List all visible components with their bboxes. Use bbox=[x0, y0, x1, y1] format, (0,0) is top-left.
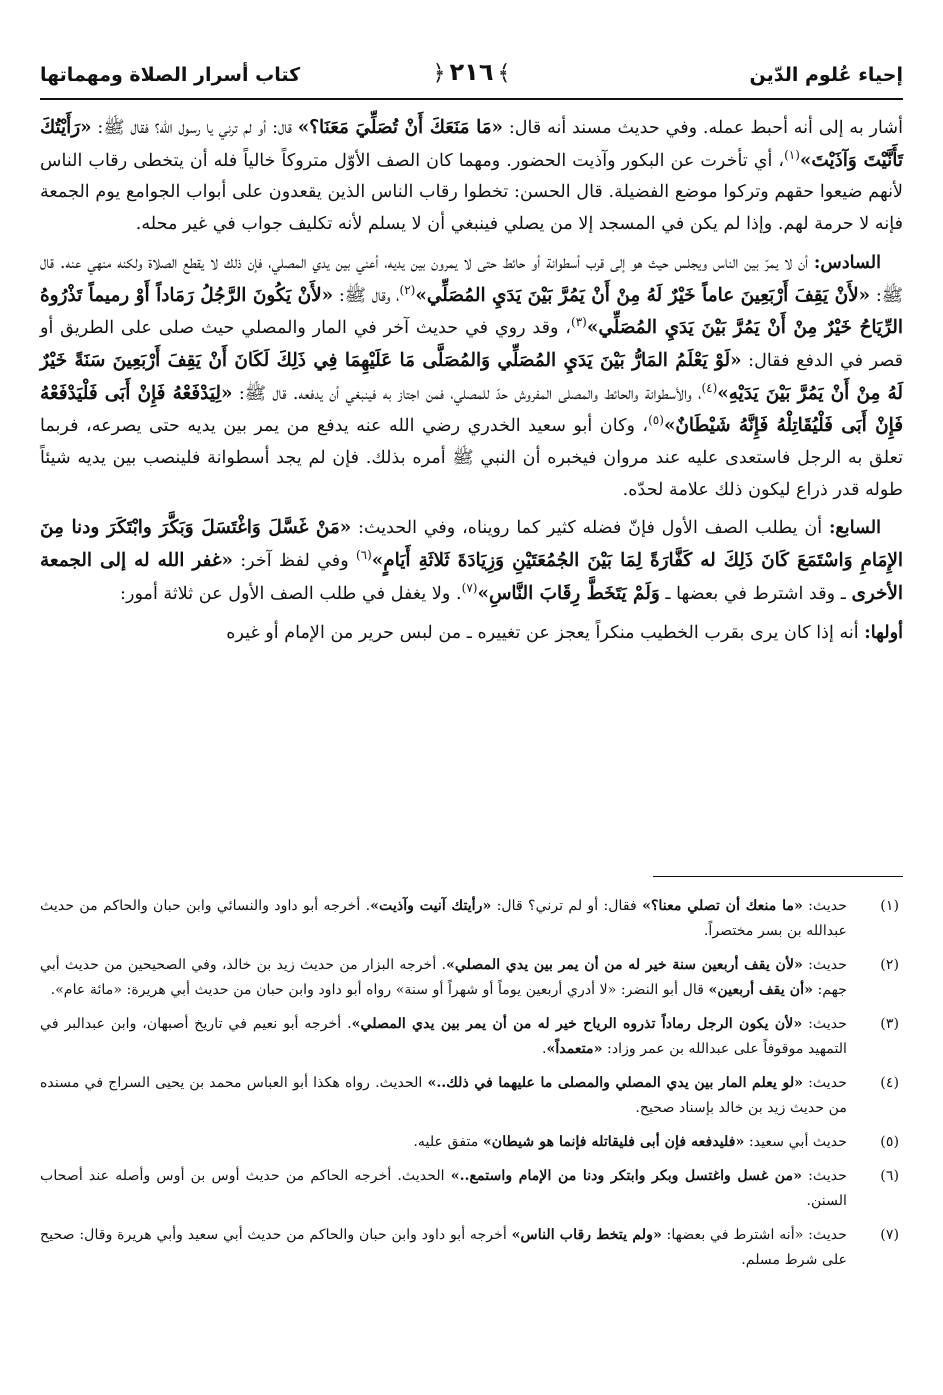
footnote-marker: (٥) bbox=[648, 413, 664, 428]
hadith-quote: «لأن يكون الرجل رماداً تذروه الرياح خير له من أن يمر بين يدي المصلي» bbox=[351, 1016, 803, 1032]
footnote-1 bbox=[40, 894, 903, 944]
text-run: حديث: bbox=[802, 957, 847, 973]
hadith-quote: «ما منعك أن تصلي معنا؟» bbox=[642, 898, 803, 914]
footnote-3 bbox=[40, 1012, 903, 1062]
hadith-quote: «لأَنْ يَكُونَ الرَّجُلُ رَمَاداً أَوْ رميماً تَذْرُوهُ الرِّيَاحُ خَيْرٌ مِنْ أَنْ يَمُرَّ بَيْنَ يَدَيِ المُصَلِّي» bbox=[40, 284, 903, 339]
text-run: متفق عليه. bbox=[413, 1134, 483, 1150]
text-run: ، وقال ﷺ: bbox=[333, 285, 400, 306]
text-run: الحديث. رواه هكذا أبو العباس محمد بن يحيى السراج في مسنده من حديث زيد بن خالد بإسناد صحيح. bbox=[40, 1075, 847, 1116]
paragraph-seventh bbox=[40, 512, 903, 610]
text-run: قال أبو النضر: «لا أدري أربعين يوماً أو شهراً أو سنة» رواه أبو داود وابن حبان من حديث أبي هريرة: «مائة عام». bbox=[50, 982, 709, 998]
text-run: أشار به إلى أنه أحبط عمله. وفي حديث مسند أنه قال: bbox=[503, 118, 903, 138]
text-run: حديث: bbox=[802, 1016, 847, 1032]
right-bracket-ornament-icon: ﴿ bbox=[432, 61, 446, 86]
text-run: أنه إذا كان يرى بقرب الخطيب منكراً يعجز عن تغييره ـ من لبس حرير من الإمام أو غيره bbox=[226, 622, 865, 643]
footnote-marker: (٧) bbox=[461, 580, 478, 595]
footnote-number: (٣) bbox=[880, 1016, 899, 1032]
footnote-5 bbox=[40, 1130, 903, 1155]
text-run: ، وكان أبو سعيد الخدري رضي الله عنه يدفع من يمر بين يديه حتى يصرعه، فربما تعلق به الرجل فاستعدى عليه عند مروان فيخبره أن النبي ﷺ أمره بذلك. فإن لم يجد أسطوانة فلينصب بين يديه شيئاً طوله قدر ذراع ليكون ذلك علامة لحدّه. bbox=[40, 416, 903, 500]
hadith-quote: «من غسل واغتسل وبكر وابتكر ودنا من الإمام واستمع..» bbox=[450, 1168, 803, 1184]
text-run: ـ وقد اشترط في بعضها ـ bbox=[659, 583, 852, 604]
text-run: حديث: bbox=[802, 898, 848, 914]
text-run: ، أي تأخرت عن البكور وآذيت الحضور. ومهما كان الصف الأوّل متروكاً خالياً فله أن يتخطى رقاب الناس لأنهم ضيعوا حقهم وتركوا موضع الفضيلة. قال الحسن: تخطوا رقاب الناس الذين يقعدون على أبواب الجوامع يوم الجمعة فإنه لا حرمة لهم. وإذا لم يكن في المسجد إلا من يصلي فينبغي أن لا يسلم لأنه تكليف جواب في غير محله. bbox=[40, 150, 903, 235]
text-run: . أخرجه أبو نعيم في تاريخ أصبهان، وابن عبدالبر في التمهيد موقوفاً على عبدالله بن عمر وزاد: bbox=[40, 1016, 847, 1057]
footnote-marker: (٤) bbox=[701, 380, 718, 395]
text-run: . ولا يغفل في طلب الصف الأول عن ثلاثة أمور: bbox=[120, 583, 462, 604]
paragraph-1 bbox=[40, 112, 903, 241]
hadith-quote: «رأيتك آنيت وآذيت» bbox=[370, 898, 492, 914]
text-run: . أخرجه البزار من حديث زيد بن خالد، وفي الصحيحين من حديث أبي جهم: bbox=[40, 957, 847, 998]
main-text bbox=[40, 112, 903, 649]
text-run: الحديث. أخرجه الحاكم من حديث أوس بن أوس وأصله عند أصحاب السنن. bbox=[40, 1168, 847, 1209]
footnote-divider bbox=[653, 876, 903, 877]
footnote-number: (٥) bbox=[880, 1134, 899, 1150]
text-run: ، والأسطوانة والحائط والمصلى المفروش حدّ للمصلي، فمن اجتاز به فينبغي أن يدفعه. قال ﷺ: bbox=[232, 383, 702, 404]
paragraph-first-matter bbox=[40, 617, 903, 650]
hadith-quote: «أن يقف أربعين» bbox=[708, 982, 813, 998]
footnote-6 bbox=[40, 1164, 903, 1214]
hadith-quote: «لِيَدْفَعْهُ فَإِنْ أَبَى فَلْيَدْفَعْهُ فَإِنْ أَبَى فَلْيُقَاتِلْهُ فَإِنَّهُ شَيْطَانٌ» bbox=[40, 382, 903, 437]
running-header bbox=[40, 58, 903, 100]
footnote-number: (٢) bbox=[880, 957, 899, 973]
footnote-text bbox=[40, 894, 847, 944]
text-run: حديث: bbox=[802, 1168, 847, 1184]
footnote-text bbox=[40, 1071, 847, 1121]
footnote-text bbox=[40, 953, 847, 1003]
footnote-number: (٦) bbox=[880, 1168, 899, 1184]
footnotes bbox=[40, 894, 903, 1282]
footnote-marker: (٣) bbox=[571, 315, 587, 330]
text-run: . أخرجه أبو داود والنسائي وابن حبان والحاكم من حديث عبدالله بن بسر مختصراً. bbox=[40, 898, 847, 939]
footnote-marker: (٦) bbox=[355, 548, 372, 563]
footnote-marker: (٢) bbox=[399, 282, 416, 297]
footnote-number: (٤) bbox=[880, 1075, 899, 1091]
hadith-quote: «لأَنْ يَقِفَ أَرْبَعِينَ عاماً خَيْرٌ لَهُ مِنْ أَنْ يَمُرَّ بَيْنَ يَدَيِ المُصَلِّي» bbox=[415, 284, 871, 306]
text-run: أخرجه أبو داود وابن حبان والحاكم من حديث أبي سعيد وأبي هريرة وقال: صحيح على شرط مسلم. bbox=[40, 1227, 847, 1268]
text-run: حديث أبي سعيد: bbox=[744, 1134, 847, 1150]
footnote-7 bbox=[40, 1223, 903, 1273]
section-lead: السادس: bbox=[813, 251, 881, 273]
hadith-quote: «مَنْ غَسَّلَ وَاغْتَسَلَ وَبَكَّرَ وابْتَكَرَ ودنا مِنَ الإِمَامِ وَاسْتَمَعَ كَانَ ذَلِكَ له كَفَّارَةً لِمَا بَيْنَ الجُمُعَتَيْنِ وَزِيَادَةَ ثَلاثَةِ أَيَامٍ» bbox=[40, 517, 903, 572]
text-run: قال: أو لم ترني يا رسول الله؟ فقال ﷺ: bbox=[91, 118, 298, 138]
hadith-quote: وَلَمْ يَتَخَطَّ رِقَابَ النَّاسِ» bbox=[477, 582, 660, 604]
footnote-text bbox=[40, 1164, 847, 1214]
footnote-number: (٧) bbox=[880, 1227, 899, 1243]
text-run: حديث: bbox=[803, 1075, 847, 1091]
paragraph-sixth bbox=[40, 247, 903, 507]
section-lead: السابع: bbox=[828, 517, 881, 539]
text-run: ، وقد روي في حديث آخر في المار والمصلي حيث صلى على الطريق أو قصر في الدفع فقال: bbox=[40, 318, 903, 371]
hadith-quote: «غفر الله له إلى الجمعة الأخرى bbox=[40, 550, 903, 604]
chapter-title: كتاب أسرار الصلاة ومهماتها bbox=[40, 64, 301, 86]
hadith-quote: «رَأَيْتُكَ تَأَنَّيْتَ وَآذَيْتَ» bbox=[40, 117, 903, 171]
section-lead: أولها: bbox=[864, 621, 903, 643]
hadith-quote: «لو يعلم المار بين يدي المصلي والمصلى ما عليهما في ذلك..» bbox=[427, 1075, 804, 1091]
footnote-text bbox=[40, 1223, 847, 1273]
hadith-quote: «مَا مَنَعَكَ أَنْ تُصَلِّيَ مَعَنَا؟» bbox=[297, 117, 504, 138]
book-title: إحياء عُلوم الدّين bbox=[749, 64, 903, 86]
text-run: أن لا يمرّ بين الناس ويجلس حيث هو إلى قرب أسطوانة أو حائط حتى لا يمرون بين يديه، أعني بين يدي المصلي، فإن ذلك لا يقطع الصلاة ولكنه منهي عنه. قال ﷺ: bbox=[40, 252, 903, 306]
hadith-quote: «لَوْ يَعْلَمُ المَارُّ بَيْنَ يَدَيِ المُصَلِّي وَالمُصَلَّى مَا عَلَيْهِمَا فِي ذَلِكَ لَكَانَ أَنْ يَقِفَ أَرْبَعِينَ سَنَةً خَيْرٌ لَهُ مِنْ أَنْ يَمُرَّ بَيْنَ يَدَيْهِ» bbox=[40, 349, 903, 404]
text-run: فقال: أو لم ترني؟ قال: bbox=[491, 898, 643, 914]
page-number-block bbox=[429, 58, 515, 86]
hadith-quote: «ولم يتخط رقاب الناس» bbox=[511, 1227, 662, 1243]
left-bracket-ornament-icon: ﴾ bbox=[497, 61, 511, 86]
footnote-4 bbox=[40, 1071, 903, 1121]
hadith-quote: «لأن يقف أربعين سنة خير له من أن يمر بين يدي المصلي» bbox=[445, 957, 803, 973]
hadith-quote: «متعمداً» bbox=[546, 1041, 603, 1057]
footnote-marker: (١) bbox=[784, 147, 800, 162]
footnote-text bbox=[40, 1012, 847, 1062]
page-number: ٢١٦ bbox=[449, 58, 494, 86]
text-run: وفي لفظ آخر: bbox=[232, 551, 356, 572]
footnote-number: (١) bbox=[880, 898, 899, 914]
text-run: أن يطلب الصف الأول فإنّ فضله كثير كما رويناه، وفي الحديث: bbox=[351, 518, 829, 539]
text-run: . bbox=[541, 1041, 547, 1057]
text-run: حديث: «أنه اشترط في بعضها: bbox=[661, 1227, 847, 1243]
footnote-text bbox=[40, 1130, 847, 1155]
hadith-quote: «فليدفعه فإن أبى فليقاتله فإنما هو شيطان» bbox=[482, 1134, 745, 1150]
footnote-2 bbox=[40, 953, 903, 1003]
